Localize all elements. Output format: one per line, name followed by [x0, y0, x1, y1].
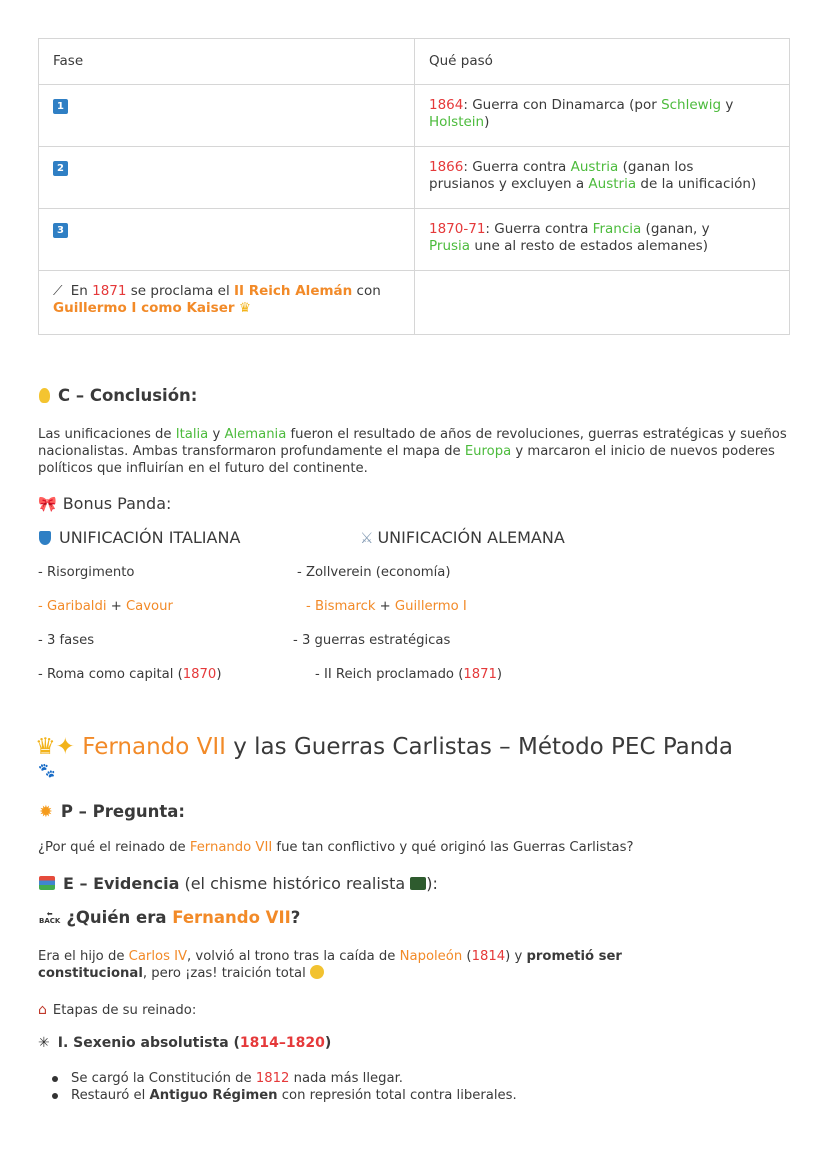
- phase-cell: [39, 147, 415, 209]
- german-item-2: [306, 599, 467, 614]
- text: (ganan los: [618, 159, 694, 175]
- text: con: [352, 283, 381, 299]
- list-item: [38, 1070, 798, 1087]
- number-1-badge-icon: 1: [53, 99, 68, 114]
- header-text: UNIFICACIÓN ALEMANA: [377, 528, 565, 547]
- name: Garibaldi: [46, 599, 107, 614]
- name: Guillermo I: [394, 599, 467, 614]
- text: ¿Por qué el reinado de: [38, 840, 190, 855]
- proclamation-cell: [39, 271, 415, 335]
- plus: +: [106, 599, 126, 614]
- name: Fernando VII: [172, 908, 291, 927]
- bold-text: constitucional: [38, 966, 143, 981]
- paw-prints-icon: 🐾: [38, 763, 56, 779]
- title-text: Bonus Panda:: [62, 494, 172, 513]
- place: Alemania: [224, 427, 287, 442]
- name: Carlos IV: [128, 949, 188, 964]
- text: une al resto de estados alemanes): [470, 238, 708, 254]
- sexenio-heading: [38, 1035, 331, 1051]
- italian-header: [39, 528, 240, 547]
- text: ¿Quién era: [66, 908, 173, 927]
- back-arrow-icon: ⬅ BACK: [39, 910, 61, 925]
- pregunta-heading: [39, 802, 185, 821]
- table-row: [39, 209, 790, 271]
- kaiser-text: Guillermo I como Kaiser: [53, 300, 235, 316]
- list-item: [38, 1087, 798, 1104]
- name: Napoleón: [399, 949, 463, 964]
- year: 1866: [429, 159, 464, 175]
- clapper-board-icon: [410, 877, 426, 890]
- place: Italia: [175, 427, 209, 442]
- conclusion-heading: [39, 386, 197, 405]
- text: , volvió al trono tras la caída de: [187, 949, 400, 964]
- place: Austria: [570, 159, 619, 175]
- german-item-3: - 3 guerras estratégicas: [293, 633, 451, 648]
- place: Prusia: [429, 238, 471, 254]
- heading-text: P – Pregunta:: [60, 802, 186, 821]
- german-item-4: [315, 667, 502, 682]
- text: nada más llegar.: [289, 1071, 403, 1086]
- heading-rest: (el chisme histórico realista: [179, 874, 411, 893]
- italian-item-2: [38, 599, 173, 614]
- text: y: [721, 97, 734, 113]
- table-row: [39, 147, 790, 209]
- crown-icon: ♛: [238, 300, 251, 316]
- place: Europa: [464, 444, 512, 459]
- place: Holstein: [429, 114, 485, 130]
- classical-building-icon: ⌂: [38, 1002, 47, 1018]
- number-2-badge-icon: 2: [53, 161, 68, 176]
- text: En: [66, 283, 93, 299]
- sun-icon: ✹: [39, 802, 53, 821]
- dash: -: [306, 599, 315, 614]
- phases-table: [38, 38, 790, 335]
- heading-text: E – Evidencia: [63, 874, 180, 893]
- year: 1870-71: [429, 221, 486, 237]
- years: 1814–1820: [239, 1035, 325, 1051]
- year: 1864: [429, 97, 464, 113]
- bonus-title: [38, 494, 171, 513]
- text: fue tan conflictivo y qué originó las Guerras Carlistas?: [272, 840, 634, 855]
- title-name: Fernando VII: [82, 734, 226, 760]
- eight-spoked-asterisk-icon: ✳: [38, 1035, 50, 1051]
- bold-text: prometió ser: [526, 949, 622, 964]
- phase-cell: [39, 209, 415, 271]
- text: : Guerra contra: [463, 159, 571, 175]
- name: Cavour: [125, 599, 173, 614]
- italian-item-4: [38, 667, 221, 682]
- bold-text: Antiguo Régimen: [149, 1088, 278, 1103]
- text: - Roma como capital (: [38, 667, 183, 682]
- phase-cell: [39, 85, 415, 147]
- text: con represión total contra liberales.: [277, 1088, 517, 1103]
- year: 1871: [92, 283, 127, 299]
- table-row: [39, 271, 790, 335]
- sparkles-icon: ✦: [55, 734, 75, 760]
- text: Las unificaciones de: [38, 427, 176, 442]
- text: (: [462, 949, 472, 964]
- text: Era el hijo de: [38, 949, 129, 964]
- dash: -: [38, 599, 47, 614]
- light-bulb-icon: [39, 388, 50, 403]
- text: Restauró el: [71, 1088, 150, 1103]
- name: Bismarck: [314, 599, 376, 614]
- ribbon-icon: 🎀: [38, 495, 57, 513]
- question-text: [38, 840, 633, 855]
- year: 1870: [182, 667, 217, 682]
- italian-item-1: - Risorgimento: [38, 565, 135, 580]
- text: ): [324, 1035, 332, 1051]
- conclusion-paragraph: [38, 426, 790, 477]
- italian-item-3: - 3 fases: [38, 633, 95, 648]
- evidencia-heading: [39, 874, 438, 893]
- text: Etapas de su reinado:: [52, 1003, 197, 1018]
- table-row: [39, 85, 790, 147]
- text: y: [208, 427, 225, 442]
- screaming-face-icon: [310, 965, 324, 979]
- title-text: y las Guerras Carlistas – Método PEC Panda: [225, 734, 734, 760]
- heading-end: ):: [426, 874, 438, 893]
- event-cell: [415, 147, 790, 209]
- text: ) y: [505, 949, 527, 964]
- event-cell: [415, 85, 790, 147]
- name: Fernando VII: [189, 840, 273, 855]
- sexenio-bullets: [38, 1070, 798, 1104]
- bio-paragraph: [38, 948, 798, 982]
- text: ): [216, 667, 222, 682]
- text: - II Reich proclamado (: [315, 667, 464, 682]
- reich-name: II Reich Alemán: [234, 283, 353, 299]
- place: Schlewig: [661, 97, 722, 113]
- section-title: [35, 734, 733, 760]
- etapas-label: [38, 1002, 196, 1018]
- crown-icon: ♛: [35, 734, 56, 760]
- text: ): [496, 667, 503, 682]
- header-que-paso: Qué pasó: [415, 39, 790, 85]
- header-fase: Fase: [39, 39, 415, 85]
- place: Austria: [588, 176, 637, 192]
- who-heading: [39, 908, 300, 927]
- text: , pero ¡zas! traición total: [142, 966, 310, 981]
- header-text: UNIFICACIÓN ITALIANA: [59, 528, 241, 547]
- text: Se cargó la Constitución de: [71, 1071, 256, 1086]
- heading-text: C – Conclusión:: [58, 386, 198, 405]
- event-cell: [415, 209, 790, 271]
- text: ): [484, 114, 490, 130]
- plus: +: [375, 599, 395, 614]
- text: prusianos y excluyen a: [429, 176, 589, 192]
- text: : Guerra contra: [485, 221, 593, 237]
- text: se proclama el: [126, 283, 234, 299]
- text: (ganan, y: [641, 221, 710, 237]
- shield-icon: [39, 531, 51, 545]
- year: 1814: [471, 949, 506, 964]
- crossed-swords-icon: ⚔: [360, 529, 374, 547]
- year: 1871: [463, 667, 497, 682]
- table-header-row: [39, 39, 790, 85]
- year: 1812: [255, 1071, 290, 1086]
- number-3-badge-icon: 3: [53, 223, 68, 238]
- text: fueron el resultado de años de revoluciones, guerras estratégicas y sueños nacionalistas. Ambas transformaron profundamente el mapa de: [38, 427, 787, 459]
- text: y marcaron el inicio de nuevos poderes políticos que influirían en el futuro del continente.: [38, 444, 775, 476]
- german-item-1: - Zollverein (economía): [297, 565, 451, 580]
- german-header: [360, 528, 565, 547]
- text: de la unificación): [636, 176, 757, 192]
- text: I. Sexenio absolutista (: [57, 1035, 240, 1051]
- place: Francia: [592, 221, 642, 237]
- books-icon: [39, 876, 55, 890]
- text: ?: [290, 908, 301, 927]
- text: : Guerra con Dinamarca (por: [463, 97, 662, 113]
- empty-cell: [415, 271, 790, 335]
- magic-wand-icon: ⟋: [53, 283, 63, 299]
